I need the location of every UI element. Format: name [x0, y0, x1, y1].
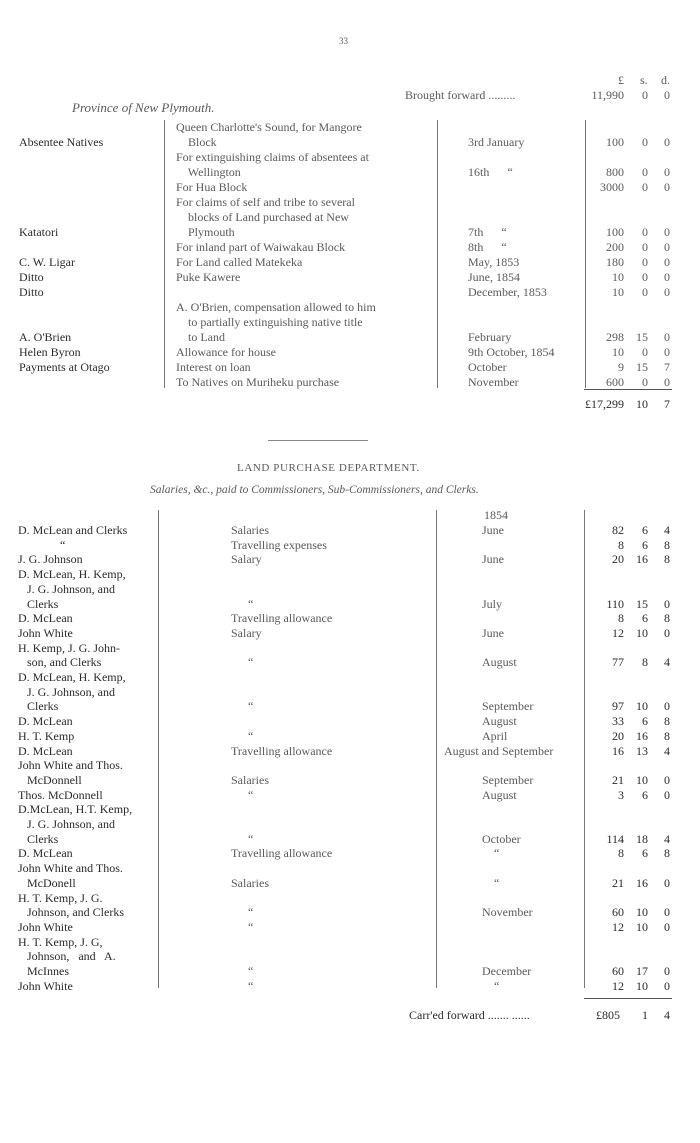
amount-shillings: 16: [636, 875, 648, 890]
amount-shillings: 6: [642, 523, 648, 537]
amount-pounds: 82: [612, 523, 624, 537]
purpose-text: Salary: [231, 552, 262, 567]
amount-pence: 0: [664, 625, 670, 640]
entry-date: April: [482, 728, 508, 743]
amount-shillings: 0: [642, 180, 648, 194]
payee-name: Johnson, and A.: [18, 949, 116, 964]
payee-name: “: [18, 537, 66, 552]
purpose-text: “: [248, 964, 254, 978]
brought-forward-label: Brought forward .........: [405, 88, 516, 102]
amount-shillings: 0: [642, 345, 648, 359]
payee-name: D.McLean, H.T. Kemp,: [18, 802, 133, 817]
amount-shillings: 10: [636, 919, 648, 934]
payee-name: D. McLean: [18, 743, 73, 758]
amount-pence: 0: [664, 875, 670, 890]
amount-shillings: 0: [642, 375, 648, 389]
amount-pounds: 8: [618, 846, 624, 861]
amount-pounds: 8: [618, 537, 624, 552]
section1-total-pence: 7: [664, 397, 670, 411]
entry-date: June: [482, 552, 504, 567]
purpose-text: Travelling allowance: [231, 846, 333, 861]
amount-pence: 4: [664, 831, 670, 846]
amount-pounds: 3: [618, 787, 624, 802]
payee-name: Thos. McDonnell: [18, 787, 103, 802]
amount-shillings: 6: [642, 611, 648, 626]
purpose-line: to Land: [176, 330, 225, 344]
entry-date: December, 1853: [468, 285, 547, 299]
amount-shillings: 6: [642, 787, 648, 802]
payee-name: D. McLean: [18, 611, 73, 626]
amount-pounds: 21: [612, 875, 624, 890]
payee-name: Clerks: [18, 596, 59, 611]
payee-name: J. G. Johnson, and: [18, 817, 116, 831]
amount-shillings: 0: [642, 285, 648, 299]
amount-pence: 0: [664, 905, 670, 920]
purpose-line: For Land called Matekeka: [176, 255, 303, 269]
payee-name: J. G. Johnson: [18, 552, 83, 567]
amount-pounds: 12: [612, 919, 624, 934]
payee-name: Johnson, and Clerks: [18, 905, 124, 920]
amount-pounds: 10: [612, 345, 624, 359]
entry-date: August: [482, 655, 517, 670]
payee-name: H. T. Kemp, J. G,: [18, 934, 103, 949]
payee-name: McDonell: [18, 875, 76, 890]
amount-pence: 0: [664, 255, 670, 269]
section2-year: 1854: [484, 508, 508, 522]
purpose-line: For claims of self and tribe to several: [176, 195, 355, 209]
amount-shillings: 6: [642, 537, 648, 552]
payee-name: H. T. Kemp: [18, 728, 75, 743]
entry-date: 9th October, 1854: [468, 345, 555, 359]
entry-date: November: [482, 905, 533, 920]
purpose-line: blocks of Land purchased at New: [176, 210, 349, 224]
amount-shillings: 16: [636, 728, 648, 743]
amount-pence: 0: [664, 919, 670, 934]
carried-forward-pounds: £805: [596, 1008, 620, 1022]
payee-name: Absentee Natives: [19, 135, 104, 149]
section2-rule-amount: [584, 510, 585, 988]
purpose-text: Salary: [231, 625, 262, 640]
entry-date: 16th “: [468, 165, 513, 179]
purpose-text: “: [248, 831, 254, 846]
amount-shillings: 0: [642, 135, 648, 149]
amount-shillings: 0: [642, 270, 648, 284]
payee-name: A. O'Brien: [19, 330, 72, 344]
payee-name: John White and Thos.: [18, 758, 123, 773]
amount-shillings: 0: [642, 225, 648, 239]
amount-shillings: 10: [636, 625, 648, 640]
province-heading: Province of New Plymouth.: [72, 100, 215, 115]
carried-forward-pence: 4: [664, 1008, 670, 1022]
payee-name: son, and Clerks: [18, 655, 102, 670]
amount-pence: 0: [664, 270, 670, 284]
entry-date: “: [494, 846, 500, 861]
currency-header-pence: d.: [661, 73, 670, 87]
payee-name: John White: [18, 625, 73, 640]
amount-pounds: 180: [606, 255, 624, 269]
amount-pounds: 9: [618, 360, 624, 374]
brought-forward-pence: 0: [664, 88, 670, 102]
entry-date: “: [494, 978, 500, 993]
page-number: 33: [339, 36, 348, 46]
section1-rule-amount: [585, 120, 586, 388]
purpose-text: Salaries: [231, 875, 269, 890]
amount-pounds: 600: [606, 375, 624, 389]
amount-pounds: 16: [612, 743, 624, 758]
payee-name: John White: [18, 978, 73, 993]
purpose-line: A. O'Brien, compensation allowed to him: [176, 300, 376, 314]
purpose-line: Queen Charlotte's Sound, for Mangore: [176, 120, 362, 134]
amount-pounds: 298: [606, 330, 624, 344]
payee-name: C. W. Ligar: [19, 255, 75, 269]
purpose-line: Block: [176, 135, 217, 149]
entry-date: 7th “: [468, 225, 507, 239]
purpose-text: Travelling expenses: [231, 537, 327, 552]
carried-forward-shillings: 1: [642, 1008, 648, 1022]
section1-total-shillings: 10: [636, 397, 648, 411]
purpose-text: Travelling allowance: [231, 611, 333, 626]
amount-pounds: 200: [606, 240, 624, 254]
purpose-text: “: [248, 787, 254, 802]
payee-name: H. Kemp, J. G. John-: [18, 640, 120, 655]
amount-shillings: 10: [636, 772, 648, 787]
purpose-text: “: [248, 596, 254, 611]
amount-pence: 8: [664, 611, 670, 626]
amount-shillings: 15: [636, 330, 648, 344]
currency-header-shillings: s.: [640, 73, 648, 87]
amount-pence: 0: [664, 787, 670, 802]
amount-shillings: 10: [636, 699, 648, 714]
amount-pence: 0: [664, 375, 670, 389]
purpose-line: Plymouth: [176, 225, 235, 239]
section1-total-rule: [584, 389, 672, 390]
payee-name: Helen Byron: [19, 345, 81, 359]
purpose-line: Interest on loan: [176, 360, 251, 374]
amount-pounds: 10: [612, 285, 624, 299]
amount-shillings: 0: [642, 165, 648, 179]
amount-shillings: 16: [636, 552, 648, 567]
payee-name: J. G. Johnson, and: [18, 581, 116, 596]
payee-name: Clerks: [18, 699, 59, 714]
amount-pounds: 800: [606, 165, 624, 179]
purpose-text: Salaries: [231, 523, 269, 537]
amount-pence: 0: [664, 699, 670, 714]
amount-shillings: 8: [642, 655, 648, 670]
entry-date: December: [482, 964, 532, 978]
payee-name: McInnes: [18, 964, 69, 978]
amount-pounds: 100: [606, 135, 624, 149]
amount-pounds: 110: [606, 596, 624, 611]
payee-name: Ditto: [19, 270, 44, 284]
carried-forward-label: Carr'ed forward ....... ......: [409, 1008, 530, 1022]
amount-pence: 0: [664, 596, 670, 611]
entry-date: August: [482, 714, 517, 729]
amount-pounds: 12: [612, 625, 624, 640]
entry-date: October: [482, 831, 521, 846]
amount-shillings: 6: [642, 714, 648, 729]
amount-shillings: 10: [636, 905, 648, 920]
payee-name: J. G. Johnson, and: [18, 684, 116, 699]
purpose-text: “: [248, 655, 254, 670]
purpose-text: Salaries: [231, 772, 269, 787]
entry-date: October: [468, 360, 507, 374]
amount-pence: 0: [664, 978, 670, 993]
purpose-text: “: [248, 919, 254, 934]
amount-pence: 4: [664, 523, 670, 537]
amount-shillings: 0: [642, 240, 648, 254]
amount-pence: 0: [664, 330, 670, 344]
entry-date: August: [482, 787, 517, 802]
purpose-text: “: [248, 728, 254, 743]
amount-pence: 0: [664, 225, 670, 239]
section2-title: LAND PURCHASE DEPARTMENT.: [237, 462, 420, 474]
purpose-line: For extinguishing claims of absentees at: [176, 150, 369, 164]
amount-pounds: 60: [612, 905, 624, 920]
purpose-line: Wellington: [176, 165, 241, 179]
purpose-line: For Hua Block: [176, 180, 248, 194]
brought-forward-shillings: 0: [642, 88, 648, 102]
amount-pounds: 60: [612, 964, 624, 978]
section-divider: [268, 440, 368, 441]
amount-pence: 0: [664, 772, 670, 787]
payee-name: Ditto: [19, 285, 44, 299]
amount-pence: 0: [664, 345, 670, 359]
amount-pence: 8: [664, 714, 670, 729]
payee-name: D. McLean, H. Kemp,: [18, 567, 126, 582]
payee-name: D. McLean and Clerks: [18, 523, 128, 537]
entry-date: November: [468, 375, 519, 389]
amount-pence: 4: [664, 655, 670, 670]
amount-pence: 8: [664, 537, 670, 552]
section1-rule-date: [437, 120, 438, 388]
section1-total-pounds: £17,299: [585, 397, 624, 411]
section2-subtitle: Salaries, &c., paid to Commissioners, Sub-Commissioners, and Clerks.: [150, 484, 479, 496]
payee-name: Katatori: [19, 225, 59, 239]
amount-pounds: 12: [612, 978, 624, 993]
amount-pounds: 114: [606, 831, 624, 846]
amount-pounds: 20: [612, 552, 624, 567]
amount-shillings: 15: [636, 360, 648, 374]
amount-shillings: 10: [636, 978, 648, 993]
entry-date: September: [482, 772, 534, 787]
amount-pounds: 3000: [600, 180, 624, 194]
amount-pounds: 77: [612, 655, 624, 670]
amount-pence: 8: [664, 846, 670, 861]
amount-pence: 0: [664, 165, 670, 179]
amount-pounds: 8: [618, 611, 624, 626]
purpose-text: “: [248, 905, 254, 920]
amount-pence: 4: [664, 743, 670, 758]
amount-pence: 0: [664, 180, 670, 194]
entry-date: June: [482, 523, 504, 537]
payee-name: D. McLean: [18, 846, 73, 861]
amount-pence: 0: [664, 240, 670, 254]
amount-pence: 0: [664, 964, 670, 978]
amount-pounds: 21: [612, 772, 624, 787]
entry-date: July: [482, 596, 503, 611]
section2-total-rule: [584, 998, 672, 999]
currency-header-pounds: £: [618, 73, 624, 87]
purpose-text: “: [248, 978, 254, 993]
entry-date: 8th “: [468, 240, 507, 254]
payee-name: John White: [18, 919, 73, 934]
section2-rule-date: [436, 510, 437, 988]
entry-date: “: [494, 875, 500, 890]
amount-shillings: 6: [642, 846, 648, 861]
entry-date: June, 1854: [468, 270, 520, 284]
amount-shillings: 15: [636, 596, 648, 611]
amount-shillings: 13: [636, 743, 648, 758]
entry-date: 3rd January: [468, 135, 525, 149]
amount-pence: 8: [664, 552, 670, 567]
amount-pence: 7: [664, 360, 670, 374]
purpose-line: For inland part of Waiwakau Block: [176, 240, 346, 254]
amount-pence: 8: [664, 728, 670, 743]
amount-pounds: 100: [606, 225, 624, 239]
purpose-line: Allowance for house: [176, 345, 276, 359]
purpose-line: to partially extinguishing native title: [176, 315, 363, 329]
amount-pounds: 97: [612, 699, 624, 714]
entry-date: May, 1853: [468, 255, 520, 269]
purpose-line: To Natives on Muriheku purchase: [176, 375, 340, 389]
amount-shillings: 18: [636, 831, 648, 846]
amount-pence: 0: [664, 135, 670, 149]
section1-rule-purpose: [164, 120, 165, 388]
purpose-text: Travelling allowance: [231, 743, 333, 758]
payee-name: H. T. Kemp, J. G.: [18, 890, 103, 905]
entry-date: September: [482, 699, 534, 714]
amount-pounds: 20: [612, 728, 624, 743]
brought-forward-pounds: 11,990: [591, 88, 624, 102]
section2-rule-purpose: [158, 510, 159, 988]
amount-pounds: 10: [612, 270, 624, 284]
entry-date: June: [482, 625, 504, 640]
amount-shillings: 17: [636, 964, 648, 978]
purpose-text: “: [248, 699, 254, 714]
payee-name: D. McLean: [18, 714, 73, 729]
payee-name: D. McLean, H. Kemp,: [18, 670, 126, 684]
entry-date: February: [468, 330, 512, 344]
amount-pounds: 33: [612, 714, 624, 729]
payee-name: John White and Thos.: [18, 861, 123, 876]
payee-name: Clerks: [18, 831, 59, 846]
purpose-line: Puke Kawere: [176, 270, 241, 284]
amount-shillings: 0: [642, 255, 648, 269]
payee-name: Payments at Otago: [19, 360, 110, 374]
entry-date: August and September: [444, 743, 554, 758]
payee-name: McDonnell: [18, 772, 82, 787]
amount-pence: 0: [664, 285, 670, 299]
